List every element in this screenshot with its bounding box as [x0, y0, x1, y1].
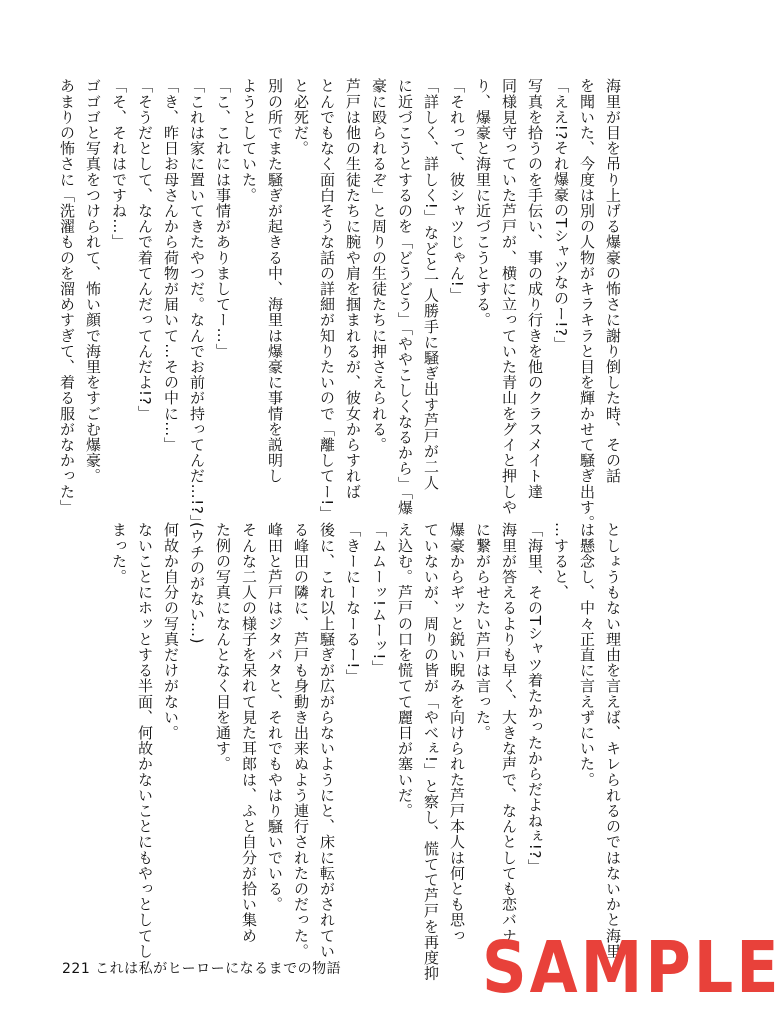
text-line: 「そうだとして、なんで着てんだってんだよ!?」 — [136, 78, 154, 421]
text-line: (ウチのがない…) — [188, 522, 206, 645]
sample-watermark: SAMPLE — [482, 925, 782, 1010]
text-line: と必死だ。 — [292, 78, 310, 156]
text-line: とんでもなく面白そうな話の詳細が知りたいので「離してー!」 — [318, 78, 336, 522]
text-line: 同様見守っていた芦戸が、横に立っていた青山をグイと押しや — [500, 78, 518, 515]
text-line: る峰田の隣に、芦戸も身動き出来ぬよう連行されたのだった。 — [292, 522, 310, 959]
text-line: ないことにホッとする半面、何故かないことにもやっとしてし — [136, 522, 154, 959]
text-line: り、爆豪と海里に近づこうとする。 — [474, 78, 492, 328]
text-line: としょうもない理由を言えば、キレられるのではないかと海里 — [604, 522, 622, 959]
text-line: 「そ、それはですね…」 — [110, 78, 128, 250]
text-line: 後に、これ以上騒ぎが広がらないようにと、床に転がされてい — [318, 522, 336, 959]
text-line: 何故か自分の写真だけがない。 — [162, 522, 180, 741]
text-line: 海里が目を吊り上げる爆豪の怖さに謝り倒した時、その話 — [604, 78, 622, 484]
text-line: 「それって、彼シャツじゃん!」 — [448, 78, 466, 304]
text-line: え込む。芦戸の口を慌てて麗日が塞いだ。 — [396, 522, 414, 819]
page-footer: 221 これは私がヒーローになるまでの物語 — [62, 961, 342, 977]
text-line: 別の所でまた騒ぎが起きる中、海里は爆豪に事情を説明し — [266, 78, 284, 484]
text-line: 「詳しく、詳しく!」などと一人勝手に騒ぎ出す芦戸が二人 — [422, 78, 440, 491]
text-line: は懸念し、中々正直に言えずにいた。 — [578, 522, 596, 788]
text-line: まった。 — [110, 522, 128, 585]
text-line: 「ええ!?それ爆豪のTシャツなのー!?」 — [552, 78, 570, 353]
text-line: あまりの怖さに「洗濯ものを溜めすぎて、着る服がなかった」 — [58, 78, 76, 515]
upper-text-block — [54, 78, 626, 531]
text-line: …すると、 — [552, 522, 570, 600]
text-line: ようとしていた。 — [240, 78, 258, 203]
text-line: ていないが、周りの皆が「やべぇ!」と察し、慌てて芦戸を再度抑 — [422, 522, 440, 982]
text-line: 「こ、これには事情がありましてー…」 — [214, 78, 232, 359]
text-line: 海里が答えるよりも早く、大きな声で、なんとしても恋バナ — [500, 522, 518, 944]
text-line: を聞いた、今度は別の人物がキラキラと目を輝かせて騒ぎ出す。 — [578, 78, 596, 531]
text-line: 「ムムーッ!ムーッ!」 — [370, 522, 388, 676]
text-line: 峰田と芦戸はジタバタと、それでもやはり騒いでいる。 — [266, 522, 284, 912]
text-line: た例の写真になんとなく目を通す。 — [214, 522, 232, 772]
text-line: 「きーにーなーるー!」 — [344, 522, 362, 685]
text-line: そんな二人の様子を呆れて見た耳郎は、ふと自分が拾い集め — [240, 522, 258, 944]
text-line: ゴゴゴと写真をつけられて、怖い顔で海里をすごむ爆豪。 — [84, 78, 102, 484]
text-line: 写真を拾うのを手伝い、事の成り行きを他のクラスメイト達 — [526, 78, 544, 500]
text-line: 「これは家に置いてきたやつだ。なんでお前が持ってんだ…!?」 — [188, 78, 206, 530]
text-line: に近づこうとするのを「どうどう」「ややこしくなるから」「爆 — [396, 78, 414, 516]
text-line: 爆豪からギッと鋭い睨みを向けられた芦戸本人は何とも思っ — [448, 522, 466, 944]
text-line: 「き、昨日お母さんから荷物が届いて…その中に…」 — [162, 78, 180, 453]
text-line: 「海里、そのTシャツ着たかったからだよねぇ!?」 — [526, 522, 544, 875]
text-line: に繋がらせたい芦戸は言った。 — [474, 522, 492, 741]
text-line: 豪に殴られるぞ」と周りの生徒たちに押さえられる。 — [370, 78, 388, 453]
text-line: 芦戸は他の生徒たちに腕や肩を掴まれるが、彼女からすれば — [344, 78, 362, 500]
